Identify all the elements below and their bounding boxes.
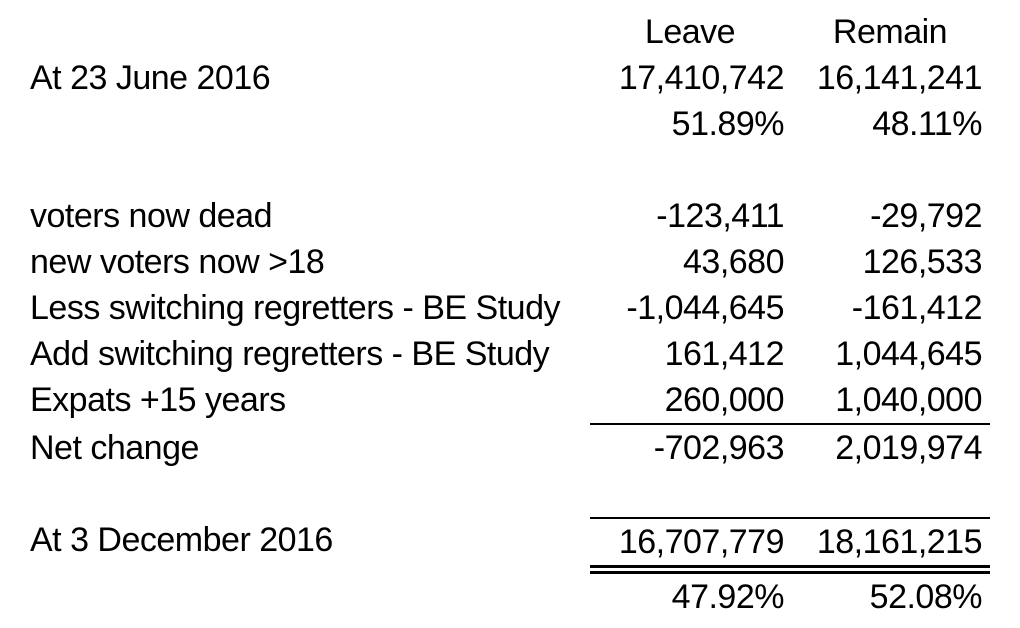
row-values — [590, 239, 990, 285]
remain-value: 126,533 — [862, 243, 982, 281]
row-values — [590, 331, 990, 377]
row-label: voters now dead — [30, 197, 272, 235]
row-label: At 23 June 2016 — [30, 59, 271, 97]
leave-value: 161,412 — [664, 335, 784, 373]
row-values — [590, 574, 990, 620]
remain-value: 18,161,215 — [816, 523, 982, 561]
row-opening-percentages — [0, 101, 1020, 147]
row-label: Less switching regretters - BE Study — [30, 289, 561, 327]
row-final-percentages — [0, 574, 1020, 620]
row-label: Expats +15 years — [30, 381, 286, 419]
remain-value: 48.11% — [872, 105, 982, 143]
remain-value: 52.08% — [869, 578, 982, 616]
remain-value: -29,792 — [870, 197, 982, 235]
leave-value: 260,000 — [664, 381, 784, 419]
table-header-row — [0, 9, 1020, 55]
leave-value: -1,044,645 — [626, 289, 784, 327]
spacer-row — [0, 147, 1020, 193]
row-label: At 3 December 2016 — [30, 521, 333, 559]
row-new-voters — [0, 239, 1020, 285]
leave-value: 47.92% — [671, 578, 784, 616]
remain-value: 1,044,645 — [835, 335, 982, 373]
row-add-switching-regretters — [0, 331, 1020, 377]
row-values — [590, 377, 990, 425]
row-values — [590, 101, 990, 147]
row-values — [590, 193, 990, 239]
column-header-remain: Remain — [832, 13, 948, 51]
row-expats — [0, 377, 1020, 425]
remain-value: 16,141,241 — [816, 59, 982, 97]
row-voters-now-dead — [0, 193, 1020, 239]
leave-value: 16,707,779 — [618, 523, 784, 561]
header-number-columns — [590, 9, 990, 55]
remain-value: 1,040,000 — [835, 381, 982, 419]
column-header-leave: Leave — [644, 13, 736, 51]
row-less-switching-regretters — [0, 285, 1020, 331]
leave-value: 51.89% — [671, 105, 784, 143]
leave-value: 43,680 — [683, 243, 784, 281]
spacer-row — [0, 471, 1020, 517]
row-values — [590, 55, 990, 101]
row-opening-totals — [0, 55, 1020, 101]
leave-value: -702,963 — [653, 429, 784, 467]
row-values — [590, 425, 990, 471]
row-label: Add switching regretters - BE Study — [30, 335, 550, 373]
leave-value: -123,411 — [656, 197, 784, 235]
remain-value: -161,412 — [851, 289, 982, 327]
remain-value: 2,019,974 — [835, 429, 982, 467]
row-values — [590, 285, 990, 331]
row-label: Net change — [30, 429, 199, 467]
row-net-change — [0, 425, 1020, 471]
leave-value: 17,410,742 — [618, 59, 784, 97]
row-label: new voters now >18 — [30, 243, 325, 281]
row-final-totals — [0, 517, 1020, 574]
row-values — [590, 517, 990, 574]
